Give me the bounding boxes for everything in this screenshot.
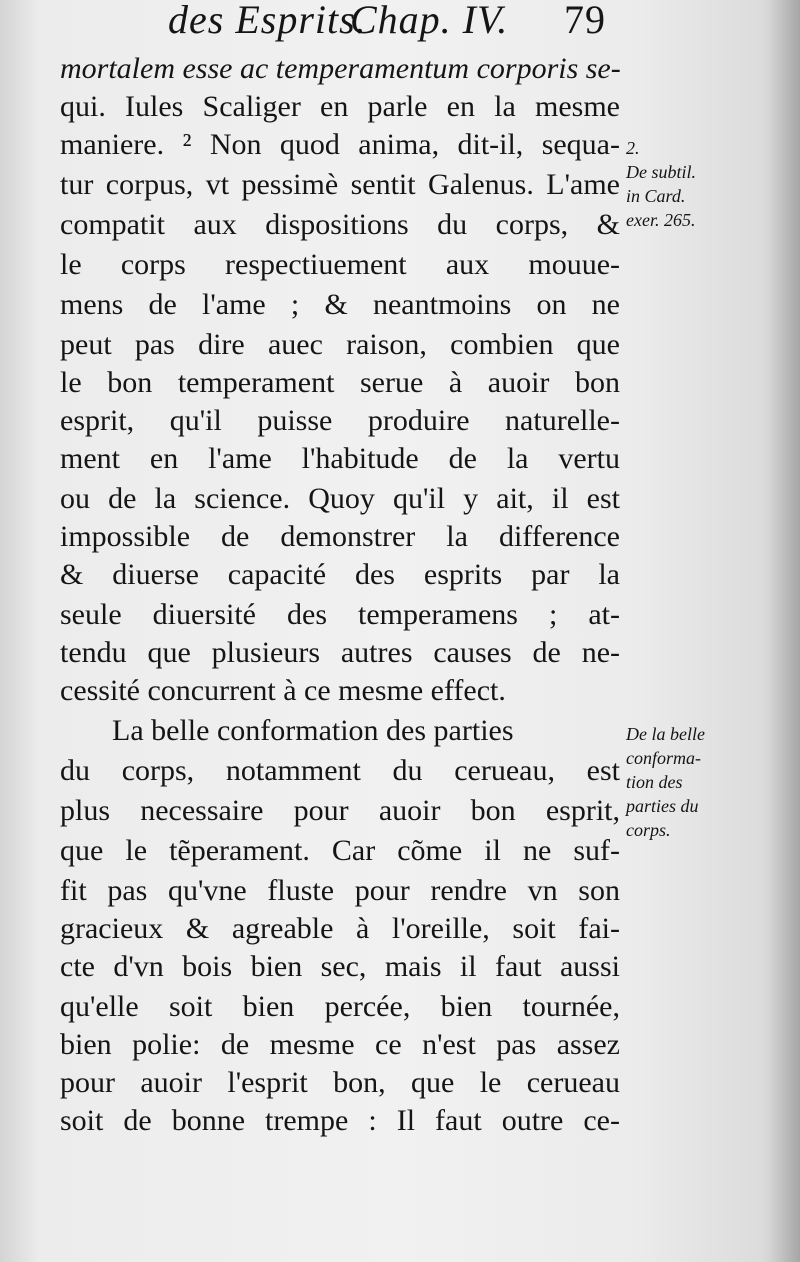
text-line: maniere. ² Non quod anima, dit-il, sequa- <box>60 128 620 161</box>
page-number: 79 <box>564 0 606 42</box>
text-line: tur corpus, vt pessimè sentit Galenus. L'ame <box>60 168 620 201</box>
text-line: qu'elle soit bien percée, bien tournée, <box>60 990 620 1023</box>
text-line: gracieux & agreable à l'oreille, soit fai- <box>60 912 620 945</box>
margin-note: De la belle conforma- tion des parties du corps. <box>626 724 705 840</box>
running-title: des Esprits. <box>168 0 367 42</box>
text-line: le corps respectiuement aux mouue- <box>60 248 620 281</box>
text-line: mens de l'ame ; & neantmoins on ne <box>60 288 620 321</box>
text-line: La belle conformation des parties <box>112 714 514 747</box>
text-line: cte d'vn bois bien sec, mais il faut aussi <box>60 950 620 983</box>
text-line: mortalem esse ac temperamentum corporis se- <box>60 52 621 85</box>
running-header <box>168 0 618 48</box>
text-line: que le tẽperament. Car cõme il ne suf- <box>60 834 620 867</box>
text-line: impossible de demonstrer la difference <box>60 520 620 553</box>
text-line: esprit, qu'il puisse produire naturelle- <box>60 404 620 437</box>
text-line: & diuerse capacité des esprits par la <box>60 558 620 591</box>
text-line: seule diuersité des temperamens ; at- <box>60 598 620 631</box>
text-line: qui. Iules Scaliger en parle en la mesme <box>60 90 620 123</box>
margin-note: 2. De subtil. in Card. exer. 265. <box>626 138 696 230</box>
text-line: plus necessaire pour auoir bon esprit, <box>60 794 620 827</box>
chapter-label: Chap. IV. <box>350 0 509 42</box>
page-gutter-shadow <box>770 0 800 1262</box>
text-line: soit de bonne trempe : Il faut outre ce- <box>60 1104 620 1137</box>
text-line: bien polie: de mesme ce n'est pas assez <box>60 1028 620 1061</box>
text-line: du corps, notamment du cerueau, est <box>60 754 620 787</box>
text-line: peut pas dire auec raison, combien que <box>60 328 620 361</box>
text-line: compatit aux dispositions du corps, & <box>60 208 620 241</box>
text-line: le bon temperament serue à auoir bon <box>60 366 620 399</box>
text-line: tendu que plusieurs autres causes de ne- <box>60 636 620 669</box>
text-line: ou de la science. Quoy qu'il y ait, il est <box>60 482 620 515</box>
text-line: fit pas qu'vne fluste pour rendre vn son <box>60 874 620 907</box>
text-line: pour auoir l'esprit bon, que le cerueau <box>60 1066 620 1099</box>
text-line: ment en l'ame l'habitude de la vertu <box>60 442 620 475</box>
text-line: cessité concurrent à ce mesme effect. <box>60 674 506 707</box>
